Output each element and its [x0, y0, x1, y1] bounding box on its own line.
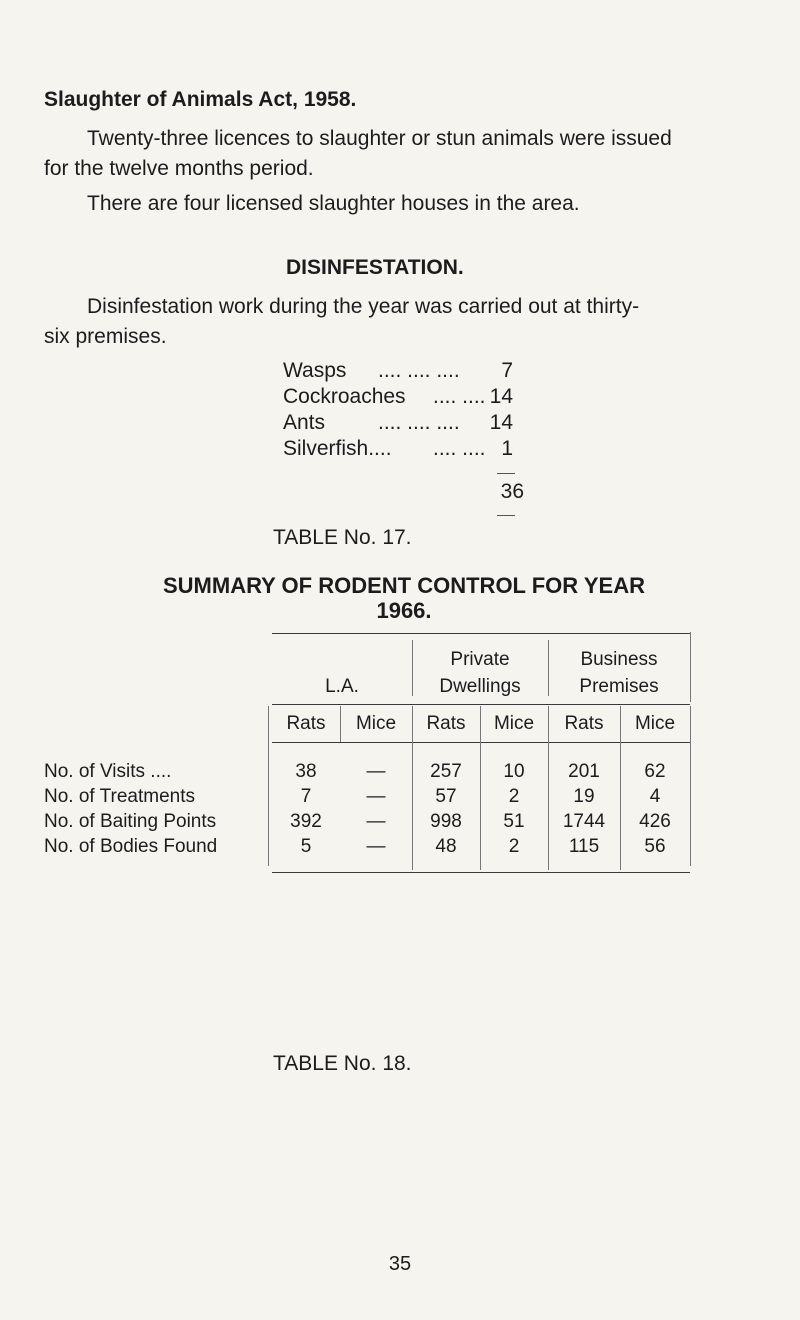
cell-business-mice: 56 [644, 836, 666, 857]
group-header-business-line1: Business [580, 649, 658, 670]
leader-dots: .... .... .... [378, 359, 460, 382]
item-label: Silverfish.... [283, 437, 392, 460]
slaughter-paragraph-line1: Twenty-three licences to slaughter or stun animals were issued [87, 127, 672, 150]
row-label-bodies-found: No. of Bodies Found [44, 836, 218, 857]
cell-private-mice: 2 [508, 786, 520, 807]
list-item-cockroaches [283, 385, 523, 413]
subheader-business-rats: Rats [564, 713, 604, 734]
group-header-private-line1: Private [450, 649, 510, 670]
page-number: 35 [388, 1253, 412, 1275]
disinfestation-total: 36 [500, 480, 524, 503]
table-divider-right [690, 632, 691, 702]
cell-business-rats: 1744 [562, 811, 606, 832]
cell-private-rats: 48 [435, 836, 457, 857]
subheader-business-mice: Mice [634, 713, 676, 734]
total-rule-top [497, 473, 515, 474]
slaughter-houses-paragraph: There are four licensed slaughter houses in the area. [87, 192, 580, 215]
group-header-la: L.A. [325, 676, 359, 697]
cell-business-mice: 4 [649, 786, 661, 807]
item-count: 14 [489, 385, 513, 408]
cell-private-rats: 257 [430, 761, 462, 782]
leader-dots: .... .... [433, 437, 486, 460]
cell-la-rats: 5 [300, 836, 312, 857]
subheader-private-mice: Mice [493, 713, 535, 734]
table-caption-18: TABLE No. 18. [273, 1052, 412, 1075]
row-label-visits: No. of Visits .... [44, 761, 172, 782]
cell-private-mice: 10 [503, 761, 525, 782]
cell-la-mice: — [366, 836, 386, 857]
cell-business-rats: 19 [573, 786, 595, 807]
list-item-silverfish [283, 437, 523, 465]
item-label: Cockroaches [283, 385, 406, 408]
item-count: 7 [501, 359, 513, 382]
item-label: Ants [283, 411, 326, 434]
slaughter-paragraph-line2: for the twelve months period. [44, 157, 314, 180]
total-rule-bottom [497, 515, 515, 516]
leader-dots: .... .... .... [378, 411, 460, 434]
cell-private-mice: 51 [503, 811, 525, 832]
group-header-private-line2: Dwellings [439, 676, 521, 697]
subheader-la-rats: Rats [286, 713, 326, 734]
subheader-private-rats: Rats [426, 713, 466, 734]
cell-la-rats: 7 [300, 786, 312, 807]
table-title-line2: 1966. [376, 598, 432, 623]
table-rule-subheader [272, 742, 690, 743]
cell-la-mice: — [366, 761, 386, 782]
item-count: 1 [501, 437, 513, 460]
table-divider-col6 [690, 706, 691, 866]
cell-la-mice: — [366, 786, 386, 807]
table-title-line1: SUMMARY OF RODENT CONTROL FOR YEAR [163, 573, 645, 598]
row-label-baiting-points: No. of Baiting Points [44, 811, 217, 832]
subheader-la-mice: Mice [355, 713, 397, 734]
table-divider-left [268, 706, 269, 866]
cell-business-mice: 62 [644, 761, 666, 782]
item-count: 14 [489, 411, 513, 434]
table-caption-17: TABLE No. 17. [273, 526, 412, 549]
disinfestation-paragraph-line2: six premises. [44, 325, 167, 348]
list-item-ants [283, 411, 523, 439]
disinfestation-paragraph-line1: Disinfestation work during the year was carried out at thirty- [87, 295, 640, 318]
row-label-treatments: No. of Treatments [44, 786, 196, 807]
cell-private-rats: 57 [435, 786, 457, 807]
item-label: Wasps [283, 359, 347, 382]
cell-business-rats: 115 [568, 836, 600, 857]
table-rule-top [272, 633, 690, 634]
cell-private-rats: 998 [430, 811, 462, 832]
cell-business-mice: 426 [639, 811, 671, 832]
cell-private-mice: 2 [508, 836, 520, 857]
cell-la-mice: — [366, 811, 386, 832]
table-rule-bottom [272, 872, 690, 873]
section-heading-disinfestation: DISINFESTATION. [286, 256, 464, 279]
leader-dots: .... .... [433, 385, 486, 408]
cell-business-rats: 201 [568, 761, 600, 782]
cell-la-rats: 392 [290, 811, 322, 832]
list-item-wasps [283, 359, 523, 387]
section-heading-slaughter: Slaughter of Animals Act, 1958. [44, 88, 357, 111]
group-header-business-line2: Premises [579, 676, 659, 697]
cell-la-rats: 38 [295, 761, 317, 782]
table-rule-header [272, 704, 690, 705]
